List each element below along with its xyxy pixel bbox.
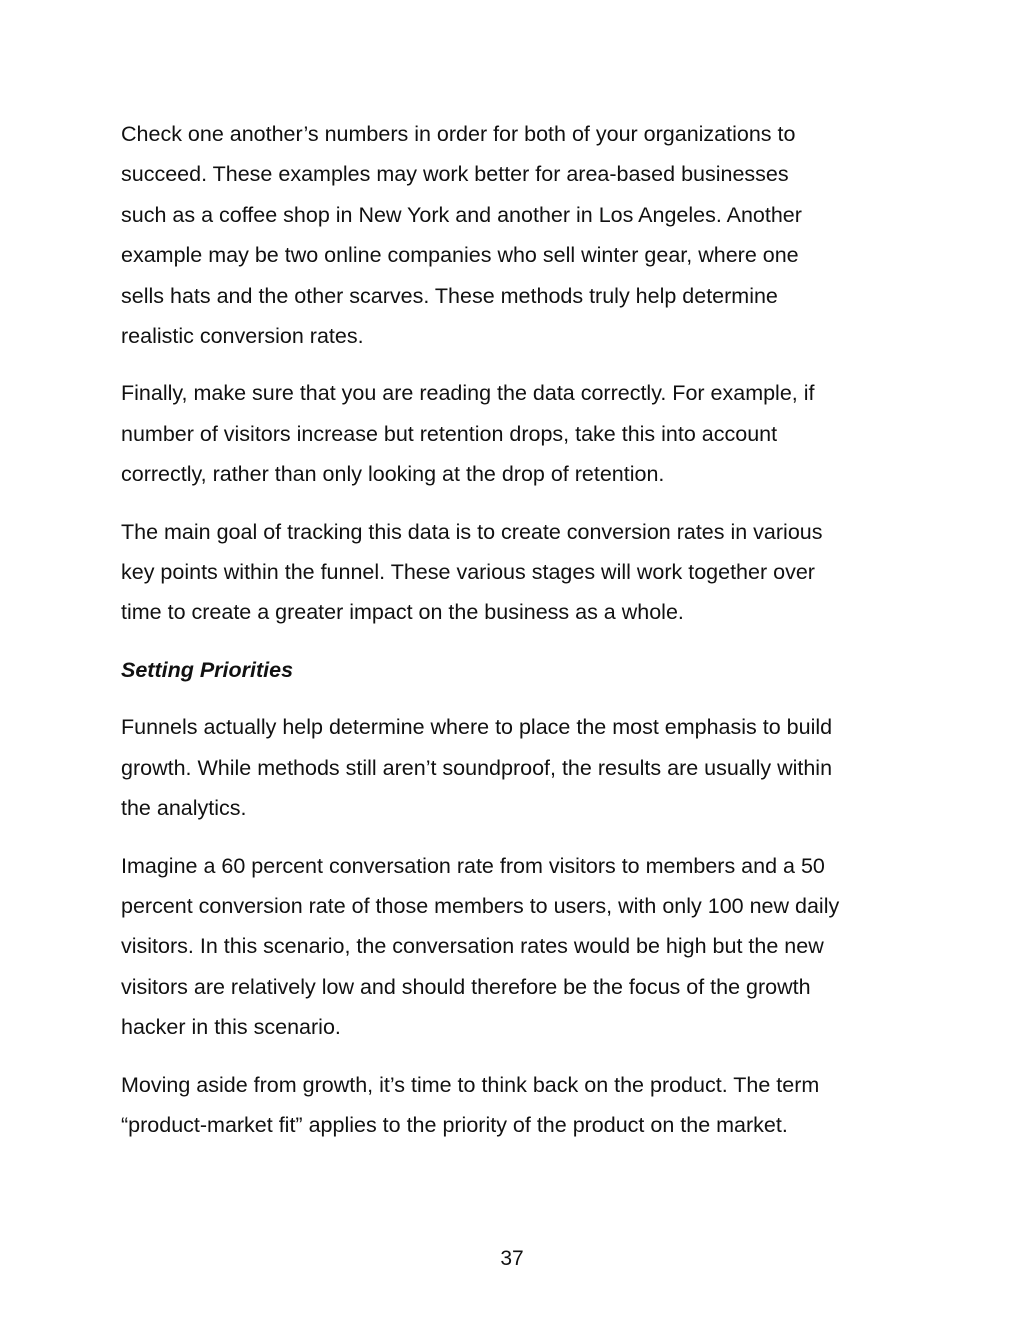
text-line: succeed. These examples may work better for area-based businesses [121, 162, 789, 187]
text-line: hacker in this scenario. [121, 1015, 341, 1040]
text-line: Finally, make sure that you are reading the data correctly. For example, if [121, 381, 815, 406]
text-line: Imagine a 60 percent conversation rate from visitors to members and a 50 [121, 853, 825, 878]
text-line: Funnels actually help determine where to place the most emphasis to build [121, 715, 833, 740]
text-line: Check one another’s numbers in order for both of your organizations to [121, 122, 796, 146]
text-line: The main goal of tracking this data is to create conversion rates in various [121, 519, 823, 544]
paragraph-reading-data [121, 373, 911, 494]
section-heading-setting-priorities: Setting Priorities [121, 657, 294, 682]
text-line: Moving aside from growth, it’s time to think back on the product. The term [121, 1072, 820, 1097]
paragraph-conversion-scenario [121, 846, 911, 1048]
page-number: 37 [500, 1247, 524, 1270]
text-line: the analytics. [121, 796, 247, 821]
text-line: correctly, rather than only looking at the drop of retention. [121, 462, 665, 487]
text-line: growth. While methods still aren’t soundproof, the results are usually within [121, 755, 833, 780]
text-line: “product-market fit” applies to the priority of the product on the market. [121, 1112, 788, 1137]
paragraph-competitor-comparison [121, 114, 911, 356]
text-line: such as a coffee shop in New York and another in Los Angeles. Another [121, 202, 802, 227]
text-line: key points within the funnel. These various stages will work together over [121, 560, 815, 585]
text-line: visitors. In this scenario, the conversation rates would be high but the new [121, 934, 824, 959]
page-body [121, 114, 911, 1162]
text-line: example may be two online companies who sell winter gear, where one [121, 243, 799, 268]
text-line: sells hats and the other scarves. These methods truly help determine [121, 283, 778, 308]
text-line: realistic conversion rates. [121, 324, 364, 349]
text-line: percent conversion rate of those members to users, with only 100 new daily [121, 893, 840, 918]
text-line: time to create a greater impact on the business as a whole. [121, 600, 684, 625]
text-line: visitors are relatively low and should therefore be the focus of the growth [121, 974, 811, 999]
paragraph-main-goal [121, 512, 911, 633]
text-line: number of visitors increase but retention drops, take this into account [121, 421, 778, 446]
paragraph-funnels-emphasis [121, 707, 911, 828]
paragraph-product-market-fit [121, 1065, 911, 1146]
